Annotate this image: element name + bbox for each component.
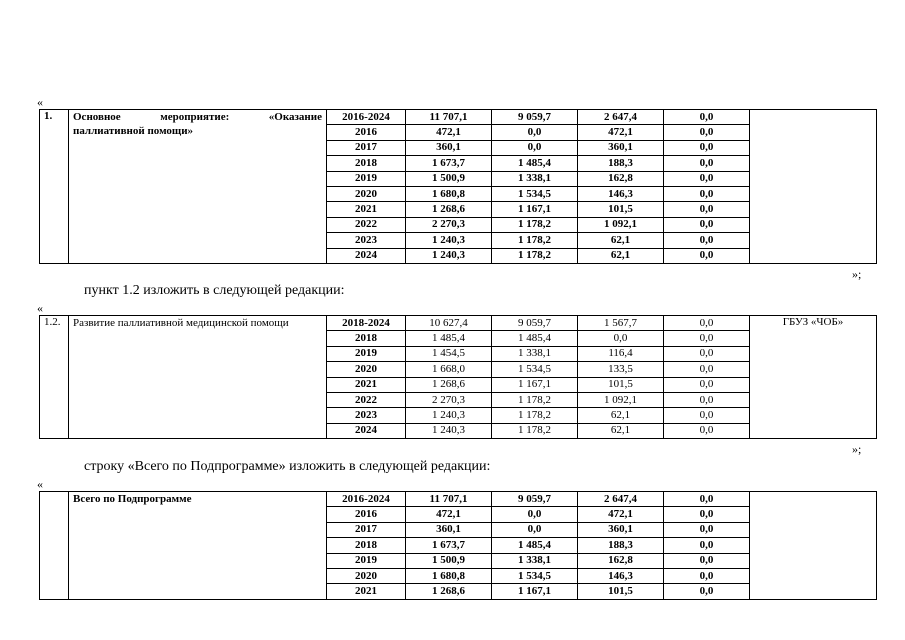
regional-cell: 472,1 — [578, 125, 664, 140]
other-cell: 0,0 — [664, 408, 750, 423]
other-cell: 0,0 — [664, 186, 750, 201]
regional-cell: 101,5 — [578, 377, 664, 392]
regional-cell: 62,1 — [578, 408, 664, 423]
federal-cell: 1 338,1 — [492, 346, 578, 361]
regional-cell: 188,3 — [578, 156, 664, 171]
total-cell: 1 485,4 — [406, 331, 492, 346]
federal-cell: 1 178,2 — [492, 408, 578, 423]
other-cell: 0,0 — [664, 202, 750, 217]
budget-table-palliative-care — [39, 315, 877, 439]
total-cell: 1 240,3 — [406, 248, 492, 263]
total-cell: 1 268,6 — [406, 584, 492, 599]
executor-cell — [750, 492, 877, 600]
total-cell: 1 268,6 — [406, 202, 492, 217]
instruction-text: пункт 1.2 изложить в следующей редакции: — [84, 283, 345, 298]
item-name: Всего по Подпрограмме — [69, 492, 327, 600]
item-name: Основное мероприятие: «Оказание паллиативной помощи» — [69, 110, 327, 264]
regional-cell: 116,4 — [578, 346, 664, 361]
other-cell: 0,0 — [664, 346, 750, 361]
other-cell: 0,0 — [664, 377, 750, 392]
other-cell: 0,0 — [664, 140, 750, 155]
period-cell: 2018 — [327, 538, 406, 553]
total-cell: 11 707,1 — [406, 110, 492, 125]
other-cell: 0,0 — [664, 568, 750, 583]
federal-cell: 9 059,7 — [492, 492, 578, 507]
federal-cell: 1 485,4 — [492, 538, 578, 553]
regional-cell: 162,8 — [578, 553, 664, 568]
table-row — [40, 316, 877, 331]
period-cell: 2024 — [327, 423, 406, 438]
period-cell: 2021 — [327, 584, 406, 599]
other-cell: 0,0 — [664, 423, 750, 438]
regional-cell: 62,1 — [578, 233, 664, 248]
other-cell: 0,0 — [664, 507, 750, 522]
regional-cell: 1 567,7 — [578, 316, 664, 331]
federal-cell: 1 178,2 — [492, 392, 578, 407]
other-cell: 0,0 — [664, 217, 750, 232]
other-cell: 0,0 — [664, 125, 750, 140]
period-cell: 2018-2024 — [327, 316, 406, 331]
period-cell: 2020 — [327, 568, 406, 583]
regional-cell: 188,3 — [578, 538, 664, 553]
federal-cell: 1 534,5 — [492, 186, 578, 201]
period-cell: 2016 — [327, 507, 406, 522]
executor-cell: ГБУЗ «ЧОБ» — [750, 316, 877, 439]
total-cell: 360,1 — [406, 522, 492, 537]
other-cell: 0,0 — [664, 248, 750, 263]
period-cell: 2019 — [327, 553, 406, 568]
total-cell: 1 500,9 — [406, 171, 492, 186]
total-cell: 472,1 — [406, 125, 492, 140]
regional-cell: 133,5 — [578, 362, 664, 377]
total-cell: 1 454,5 — [406, 346, 492, 361]
federal-cell: 1 485,4 — [492, 156, 578, 171]
other-cell: 0,0 — [664, 110, 750, 125]
closing-quote-mark: »; — [852, 267, 862, 281]
regional-cell: 101,5 — [578, 584, 664, 599]
federal-cell: 0,0 — [492, 522, 578, 537]
federal-cell: 1 178,2 — [492, 248, 578, 263]
other-cell: 0,0 — [664, 584, 750, 599]
total-cell: 2 270,3 — [406, 392, 492, 407]
regional-cell: 2 647,4 — [578, 492, 664, 507]
regional-cell: 101,5 — [578, 202, 664, 217]
period-cell: 2016-2024 — [327, 492, 406, 507]
total-cell: 1 240,3 — [406, 408, 492, 423]
other-cell: 0,0 — [664, 492, 750, 507]
other-cell: 0,0 — [664, 171, 750, 186]
regional-cell: 360,1 — [578, 140, 664, 155]
item-number — [40, 492, 69, 600]
item-number: 1. — [40, 110, 69, 264]
total-cell: 1 673,7 — [406, 538, 492, 553]
item-name: Развитие паллиативной медицинской помощи — [69, 316, 327, 439]
regional-cell: 146,3 — [578, 568, 664, 583]
budget-table-subprogram-total — [39, 491, 877, 600]
other-cell: 0,0 — [664, 392, 750, 407]
period-cell: 2022 — [327, 392, 406, 407]
period-cell: 2017 — [327, 140, 406, 155]
other-cell: 0,0 — [664, 522, 750, 537]
period-cell: 2020 — [327, 186, 406, 201]
regional-cell: 1 092,1 — [578, 392, 664, 407]
federal-cell: 1 178,2 — [492, 233, 578, 248]
period-cell: 2022 — [327, 217, 406, 232]
period-cell: 2023 — [327, 233, 406, 248]
federal-cell: 0,0 — [492, 507, 578, 522]
other-cell: 0,0 — [664, 331, 750, 346]
other-cell: 0,0 — [664, 233, 750, 248]
regional-cell: 0,0 — [578, 331, 664, 346]
other-cell: 0,0 — [664, 538, 750, 553]
item-number: 1.2. — [40, 316, 69, 439]
other-cell: 0,0 — [664, 553, 750, 568]
total-cell: 472,1 — [406, 507, 492, 522]
opening-quote-mark: « — [37, 95, 43, 109]
total-cell: 2 270,3 — [406, 217, 492, 232]
other-cell: 0,0 — [664, 362, 750, 377]
federal-cell: 1 178,2 — [492, 217, 578, 232]
federal-cell: 1 485,4 — [492, 331, 578, 346]
federal-cell: 0,0 — [492, 140, 578, 155]
regional-cell: 2 647,4 — [578, 110, 664, 125]
total-cell: 10 627,4 — [406, 316, 492, 331]
federal-cell: 9 059,7 — [492, 316, 578, 331]
other-cell: 0,0 — [664, 316, 750, 331]
period-cell: 2021 — [327, 377, 406, 392]
federal-cell: 9 059,7 — [492, 110, 578, 125]
total-cell: 1 268,6 — [406, 377, 492, 392]
period-cell: 2017 — [327, 522, 406, 537]
total-cell: 360,1 — [406, 140, 492, 155]
opening-quote-mark: « — [37, 301, 43, 315]
period-cell: 2016-2024 — [327, 110, 406, 125]
total-cell: 1 240,3 — [406, 423, 492, 438]
instruction-text: строку «Всего по Подпрограмме» изложить в следующей редакции: — [84, 459, 491, 474]
total-cell: 1 680,8 — [406, 568, 492, 583]
regional-cell: 360,1 — [578, 522, 664, 537]
total-cell: 1 668,0 — [406, 362, 492, 377]
federal-cell: 1 338,1 — [492, 171, 578, 186]
period-cell: 2019 — [327, 346, 406, 361]
regional-cell: 146,3 — [578, 186, 664, 201]
federal-cell: 1 338,1 — [492, 553, 578, 568]
regional-cell: 1 092,1 — [578, 217, 664, 232]
regional-cell: 472,1 — [578, 507, 664, 522]
period-cell: 2019 — [327, 171, 406, 186]
total-cell: 1 500,9 — [406, 553, 492, 568]
period-cell: 2016 — [327, 125, 406, 140]
period-cell: 2018 — [327, 331, 406, 346]
period-cell: 2024 — [327, 248, 406, 263]
total-cell: 1 680,8 — [406, 186, 492, 201]
regional-cell: 62,1 — [578, 423, 664, 438]
total-cell: 11 707,1 — [406, 492, 492, 507]
closing-quote-mark: »; — [852, 442, 862, 456]
federal-cell: 1 534,5 — [492, 568, 578, 583]
regional-cell: 162,8 — [578, 171, 664, 186]
budget-table-main-activity — [39, 109, 877, 264]
federal-cell: 1 167,1 — [492, 202, 578, 217]
federal-cell: 0,0 — [492, 125, 578, 140]
federal-cell: 1 178,2 — [492, 423, 578, 438]
executor-cell — [750, 110, 877, 264]
total-cell: 1 240,3 — [406, 233, 492, 248]
table-row — [40, 110, 877, 125]
other-cell: 0,0 — [664, 156, 750, 171]
federal-cell: 1 534,5 — [492, 362, 578, 377]
period-cell: 2023 — [327, 408, 406, 423]
federal-cell: 1 167,1 — [492, 584, 578, 599]
federal-cell: 1 167,1 — [492, 377, 578, 392]
period-cell: 2018 — [327, 156, 406, 171]
regional-cell: 62,1 — [578, 248, 664, 263]
total-cell: 1 673,7 — [406, 156, 492, 171]
table-row — [40, 492, 877, 507]
opening-quote-mark: « — [37, 477, 43, 491]
period-cell: 2021 — [327, 202, 406, 217]
period-cell: 2020 — [327, 362, 406, 377]
